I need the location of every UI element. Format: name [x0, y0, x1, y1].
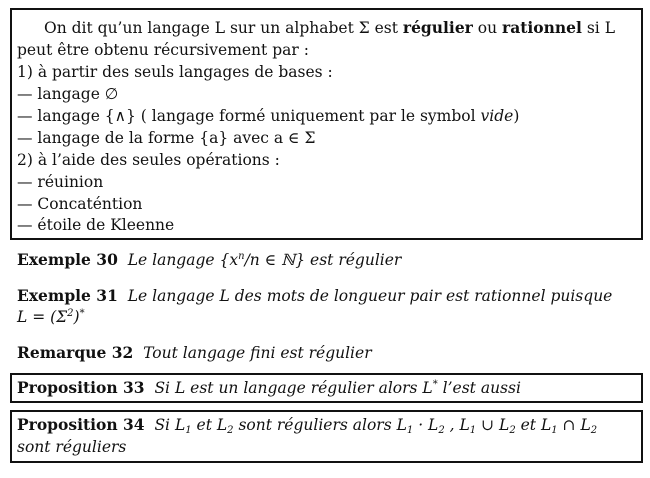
definition-line-3: 1) à partir des seuls langages de bases :: [17, 63, 333, 81]
definition-line-4: — langage ∅: [17, 85, 119, 103]
definition-line-6: — langage de la forme {a} avec a ∈ Σ: [17, 129, 316, 147]
definition-line-5: — langage {∧} ( langage formé uniquement par le symbol vide): [17, 107, 520, 125]
example-31-label: Exemple 31: [17, 286, 118, 305]
definition-line-10: — étoile de Kleenne: [17, 216, 175, 234]
definition-line-8: — réuinion: [17, 173, 104, 191]
proposition-34-label: Proposition 34: [17, 415, 145, 434]
example-30: Exemple 30 Le langage {$x^n/n$ ∈ ℕ} est régulier: [17, 250, 402, 269]
term-regulier: régulier: [402, 18, 473, 37]
definition-line-1: On dit qu’un langage L sur un alphabet Σ est régulier ou rationnel si L: [44, 18, 615, 37]
proposition-34-line-2: sont réguliers: [17, 438, 127, 456]
example-31-formula: $L = (\Sigma^2)^*$: [17, 308, 85, 326]
example-31: Exemple 31 Le langage L des mots de longueur pair est rationnel puisque: [17, 286, 613, 305]
proposition-33-label: Proposition 33: [17, 378, 145, 397]
example-30-label: Exemple 30: [17, 250, 118, 269]
definition-line-2: peut être obtenu récursivement par :: [17, 41, 309, 59]
remark-32: Remarque 32 Tout langage fini est régulier: [17, 343, 372, 362]
term-rationnel: rationnel: [502, 18, 582, 37]
definition-line-9: — Concaténtion: [17, 195, 143, 213]
proposition-34: Proposition 34 Si $L_1$ et $L_2$ sont réguliers alors $L_1 \cdot L_2$ , $L_1$ ∪ $L_2$ et $L_1$ ∩ $L_2$: [17, 415, 598, 436]
proposition-33: Proposition 33 Si L est un langage régulier alors L* l’est aussi: [17, 378, 521, 397]
remark-32-label: Remarque 32: [17, 343, 134, 362]
definition-line-7: 2) à l’aide des seules opérations :: [17, 151, 280, 169]
